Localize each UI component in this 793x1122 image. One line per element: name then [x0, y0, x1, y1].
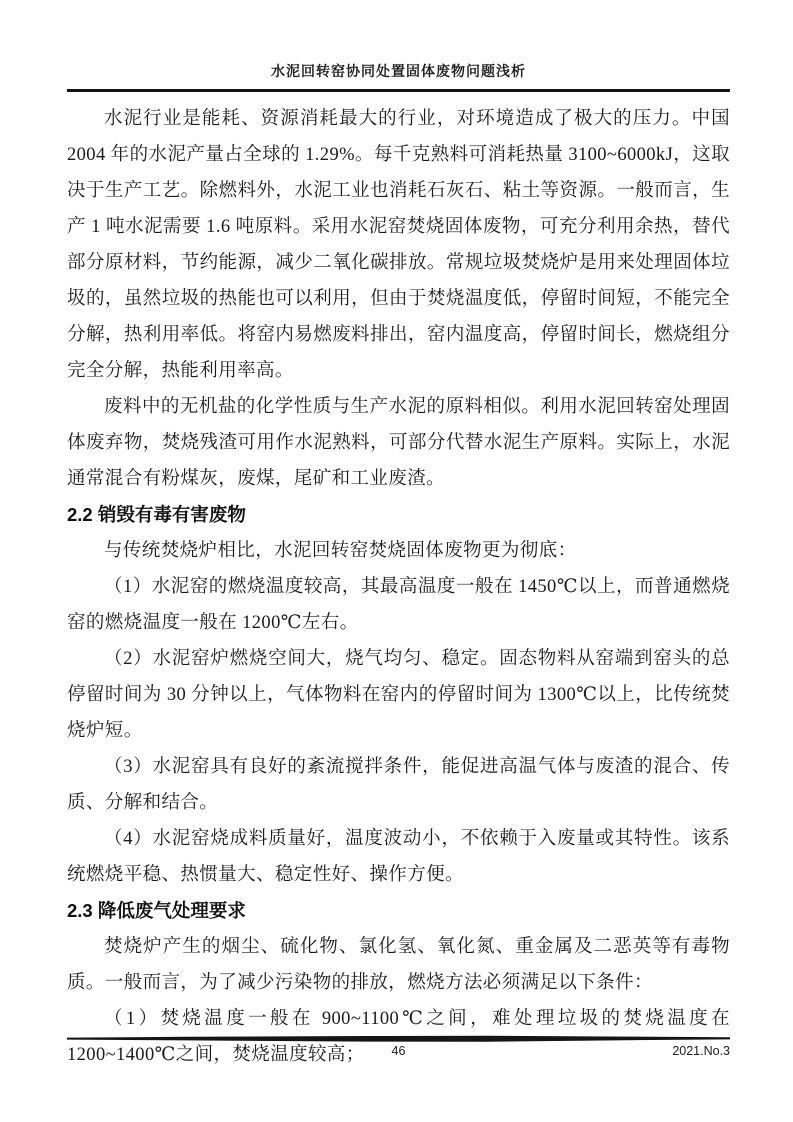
- page-number: 46: [391, 1044, 406, 1058]
- header-rule-divider: [67, 89, 730, 92]
- section-heading-2-3: 2.3 降低废气处理要求: [67, 900, 246, 921]
- page-content: [67, 64, 730, 1073]
- list-item-2-combustion-space: （2）水泥窑炉燃烧空间大，烧气均匀、稳定。固态物料从窑端到窑头的总停留时间为 30 分钟以上，气体物料在窑内的停留时间为 1300℃以上，比传统焚烧炉短。: [67, 649, 730, 741]
- paragraph-waste-inorganic-salts: 废料中的无机盐的化学性质与生产水泥的原料相似。利用水泥回转窑处理固体废弃物，焚烧残渣可用作水泥熟料，可部分代替水泥生产原料。实际上，水泥通常混合有粉煤灰，废煤，尾矿和工业废渣。: [67, 397, 730, 489]
- list-item-3-turbulent-mixing: （3）水泥窑具有良好的紊流搅拌条件，能促进高温气体与废渣的混合、传质、分解和结合。: [67, 757, 730, 813]
- running-header-title: 水泥回转窑协同处置固体废物问题浅析: [271, 65, 526, 80]
- list-item-1-kiln-temperature: （1）水泥窑的燃烧温度较高，其最高温度一般在 1450℃以上，而普通燃烧窑的燃烧温度一般在 1200℃左右。: [67, 577, 730, 633]
- paragraph-cement-industry-intro: 水泥行业是能耗、资源消耗最大的行业，对环境造成了极大的压力。中国 2004 年的水泥产量占全球的 1.29%。每千克熟料可消耗热量 3100~6000kJ，这取决于生产工艺。除燃料外，水泥工业也消耗石灰石、粘土等资源。一般而言，生产 1 吨水泥需要 1.6 吨原料。采用水泥窑焚烧固体废物，可充分利用余热，替代部分原材料，节约能源，减少二氧化碳排放。常规垃圾焚烧炉是用来处理固体垃圾的，虽然垃圾的热能也可以利用，但由于焚烧温度低，停留时间短，不能完全分解，热利用率低。将窑内易燃废料排出，窑内温度高，停留时间长，燃烧组分完全分解，热能利用率高。: [67, 109, 730, 381]
- footer-rule-divider: [67, 1035, 730, 1043]
- article-body: [67, 101, 730, 1073]
- section-heading-2-2: 2.2 销毁有毒有害废物: [67, 504, 246, 525]
- page-footer: [67, 1035, 730, 1062]
- list-item-4-clinker-quality: （4）水泥窑烧成料质量好，温度波动小，不依赖于入废量或其特性。该系统燃烧平稳、热惯量大、稳定性好、操作方便。: [67, 829, 730, 885]
- paragraph-compare-intro: 与传统焚烧炉相比，水泥回转窑焚烧固体废物更为彻底：: [104, 541, 577, 561]
- journal-issue: 2021.No.3: [672, 1044, 730, 1058]
- footer-row: [67, 1044, 730, 1062]
- paragraph-toxic-substances: 焚烧炉产生的烟尘、硫化物、氯化氢、氧化氮、重金属及二恶英等有毒物质。一般而言，为了减少污染物的排放，燃烧方法必须满足以下条件：: [67, 937, 730, 993]
- list-item-1-incineration-temperature: （1）焚烧温度一般在 900~1100℃之间，难处理垃圾的焚烧温度在 1200~1400℃之间，焚烧温度较高；: [67, 1009, 730, 1065]
